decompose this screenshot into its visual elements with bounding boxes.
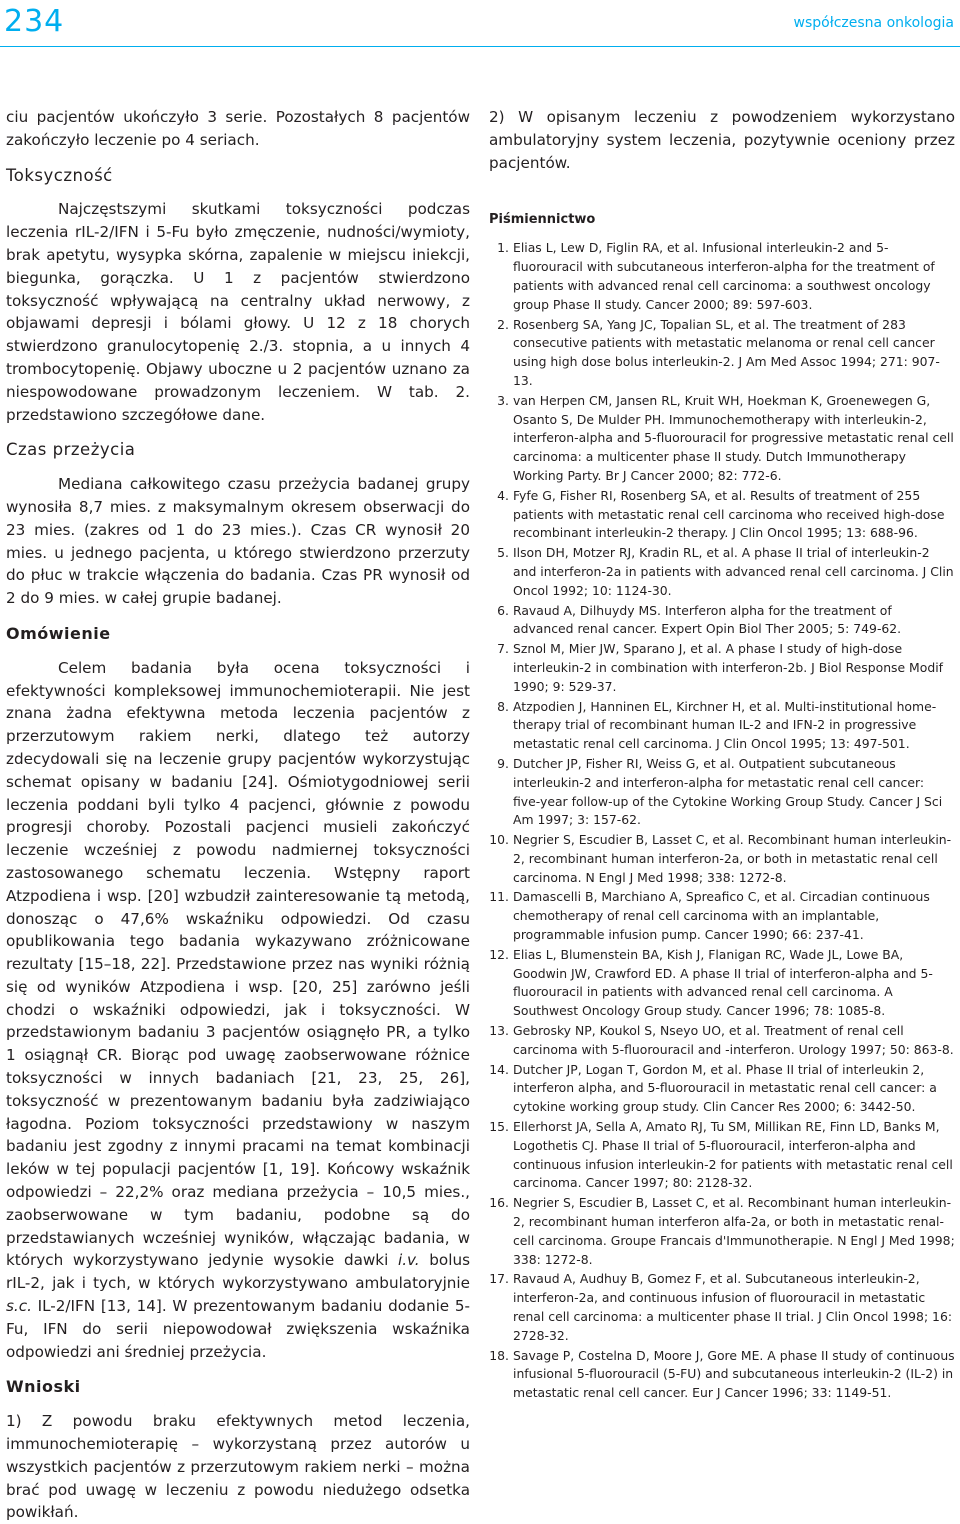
discussion-paragraph — [6, 657, 470, 1364]
reference-number: 15. — [489, 1119, 509, 1135]
reference-text: Negrier S, Escudier B, Lasset C, et al. Recombinant human interleukin-2, recombinant human interferon alfa-2a, or both in metastatic renal-cell carcinoma. Groupe Francais d'Immunotherapie. N Engl J Med 1998; 338: 1272-8. — [513, 1195, 955, 1267]
reference-item — [489, 640, 955, 696]
reference-item — [489, 698, 955, 754]
reference-number: 7. — [497, 641, 509, 657]
reference-number: 9. — [497, 755, 509, 771]
header-divider — [0, 46, 960, 47]
reference-number: 4. — [497, 487, 509, 503]
reference-text: Damascelli B, Marchiano A, Spreafico C, et al. Circadian continuous chemotherapy of renal cell carcinoma with an implantable, programmable infusion pump. Cancer 1990; 66: 237-41. — [513, 889, 930, 943]
reference-item — [489, 239, 955, 314]
reference-item — [489, 487, 955, 543]
reference-text: Fyfe G, Fisher RI, Rosenberg SA, et al. Results of treatment of 255 patients with metastatic renal cell carcinoma who received high-dose recombinant interleukin-2 therapy. J Clin Oncol 1995; 13: 688-96. — [513, 487, 945, 541]
reference-number: 1. — [497, 240, 509, 256]
reference-text: Rosenberg SA, Yang JC, Topalian SL, et al. The treatment of 283 consecutive patients with metastatic melanoma or renal cell cancer using high dose bolus interleukin-2. J Am Med Assoc 1994; 271: 907-13. — [513, 316, 940, 388]
reference-number: 17. — [489, 1271, 509, 1287]
discussion-iv: i.v. — [398, 1251, 420, 1270]
heading-conclusions: Wnioski — [6, 1377, 81, 1397]
discussion-text-mid: bolus rIL-2, jak i tych, w których wykorzystywano ambulatoryjnie — [6, 1251, 470, 1293]
reference-text: van Herpen CM, Jansen RL, Kruit WH, Hoekman K, Groenewegen G, Osanto S, De Mulder PH. Immunochemotherapy with interleukin-2, interferon-alpha and 5-fluorouracil for progressive metastatic renal cell carcinoma: a multicenter phase II study. Dutch Immunotherapy Working Party. Br J Cancer 2000; 82: 772-6. — [513, 392, 954, 483]
discussion-sc: s.c. — [6, 1297, 32, 1316]
reference-item — [489, 1194, 955, 1269]
heading-toxicity: Toksyczność — [6, 165, 113, 185]
conclusion-2: 2) W opisanym leczeniu z powodzeniem wykorzystano ambulatoryjny system leczenia, pozytywnie oceniony przez pacjentów. — [489, 108, 955, 172]
reference-item — [489, 1061, 955, 1117]
left-column — [6, 106, 470, 1524]
reference-text: Ravaud A, Dilhuydy MS. Interferon alpha for the treatment of advanced renal cancer. Expert Opin Biol Ther 2005; 5: 749-62. — [513, 602, 902, 637]
reference-item — [489, 602, 955, 640]
reference-number: 12. — [489, 946, 509, 962]
reference-text: Gebrosky NP, Koukol S, Nseyo UO, et al. Treatment of renal cell carcinoma with 5-fluorouracil and -interferon. Urology 1997; 50: 863-8. — [513, 1023, 954, 1057]
reference-number: 11. — [489, 889, 509, 905]
reference-text: Negrier S, Escudier B, Lasset C, et al. Recombinant human interleukin-2, recombinant human interferon-2a, or both in metastatic renal cell carcinoma. N Engl J Med 1998; 338: 1272-8. — [513, 832, 952, 885]
references-list — [489, 239, 955, 1403]
reference-number: 13. — [489, 1023, 509, 1039]
journal-title-part2: onkologia — [886, 15, 954, 31]
page-header — [0, 0, 960, 48]
reference-text: Sznol M, Mier JW, Sparano J, et al. A phase I study of high-dose interleukin-2 in combination with interferon-2b. J Biol Response Modif 1990; 9: 529-37. — [513, 641, 943, 694]
reference-item — [489, 1022, 955, 1060]
reference-number: 3. — [497, 392, 509, 408]
reference-number: 8. — [497, 698, 509, 714]
reference-number: 10. — [489, 832, 509, 848]
reference-text: Savage P, Costelna D, Moore J, Gore ME. A phase II study of continuous infusional 5-fluorouracil (5-FU) and subcutaneous interleukin-2 (IL-2) in metastatic renal cell cancer. Eur J Cancer 1996; 33: 1149-51. — [513, 1347, 955, 1401]
page-number: 234 — [4, 4, 65, 39]
reference-text: Dutcher JP, Logan T, Gordon M, et al. Phase II trial of interleukin 2, interferon alpha, and 5-fluorouracil in metastatic renal cell cancer: a cytokine working group study. Clin Cancer Res 2000; 6: 3442-50. — [513, 1061, 937, 1115]
reference-number: 5. — [497, 545, 509, 561]
reference-item — [489, 1118, 955, 1193]
reference-number: 6. — [497, 602, 509, 618]
reference-number: 18. — [489, 1347, 509, 1363]
reference-text: Ilson DH, Motzer RJ, Kradin RL, et al. A phase II trial of interleukin-2 and interferon-2a in patients with advanced renal cell carcinoma. J Clin Oncol 1992; 10: 1124-30. — [513, 545, 954, 598]
reference-item — [489, 1270, 955, 1345]
reference-item — [489, 392, 955, 486]
reference-item — [489, 888, 955, 944]
journal-title-part1: współczesna — [793, 15, 883, 31]
reference-item — [489, 755, 955, 830]
reference-item — [489, 544, 955, 600]
reference-text: Ravaud A, Audhuy B, Gomez F, et al. Subcutaneous interleukin-2, interferon-2a, and continuous infusion of fluorouracil in metastatic renal cell carcinoma: a multicenter phase II trial. J Clin Oncol 1998; 16: 2728-32. — [513, 1271, 952, 1343]
reference-number: 14. — [489, 1061, 509, 1077]
reference-text: Elias L, Blumenstein BA, Kish J, Flanigan RC, Wade JL, Lowe BA, Goodwin JW, Crawford ED. A phase II trial of interferon-alpha and 5-fluorouracil in patients with advanced renal cell carcinoma. A Southwest Oncology Group study. Cancer 1996; 78: 1085-8. — [513, 946, 933, 1019]
reference-item — [489, 831, 955, 887]
reference-number: 16. — [489, 1195, 509, 1211]
reference-item — [489, 1347, 955, 1403]
reference-text: Elias L, Lew D, Figlin RA, et al. Infusional interleukin-2 and 5-fluorouracil with subcutaneous interferon-alpha for the treatment of patients with advanced renal cell carcinoma: a southwest oncology group Phase II study. Cancer 2000; 89: 597-603. — [513, 240, 935, 312]
intro-paragraph: ciu pacjentów ukończyło 3 serie. Pozostałych 8 pacjentów zakończyło leczenie po 4 seriach. — [6, 108, 470, 149]
toxicity-paragraph: Najczęstszymi skutkami toksyczności podczas leczenia rIL-2/IFN i 5-Fu było zmęczenie, nudności/wymioty, brak apetytu, wysypka skórna, zapalenie w miejscu iniekcji, biegunka, gorączka. U 1 z pacjentów stwierdzono toksyczność wpływającą na centralny układ nerwowy, z objawami depresji i bólami głowy. U 12 z 18 chorych stwierdzono granulocytopenię 2./3. stopnia, a u innych 4 trombocytopenię. Objawy uboczne u 2 pacjentów uznano za niespowodowane prowadzonym leczeniem. W tab. 2. przedstawiono szczegółowe dane. — [6, 200, 470, 424]
survival-paragraph: Mediana całkowitego czasu przeżycia badanej grupy wynosiła 8,7 mies. z maksymalnym okresem obserwacji do 23 mies. (zakres od 1 do 23 mies.). Czas CR wynosił 20 mies. u jednego pacjenta, u którego stwierdzono przerzuty do płuc w trakcie włączenia do badania. Czas PR wynosił od 2 do 9 mies. w całej grupie badanej. — [6, 475, 470, 608]
conclusion-1: 1) Z powodu braku efektywnych metod leczenia, immunochemioterapię – wykorzystaną przez autorów u wszystkich pacjentów z przerzutowym rakiem nerki – można brać pod uwagę w leczeniu z powodu niedużego odsetka powikłań. — [6, 1412, 470, 1522]
right-column — [489, 106, 955, 1404]
reference-text: Atzpodien J, Hanninen EL, Kirchner H, et al. Multi-institutional home-therapy trial of recombinant human IL-2 and IFN-2 in progressive metastatic renal cell carcinoma. J Clin Oncol 1995; 13: 497-501. — [513, 698, 937, 752]
discussion-text-end: IL-2/IFN [13, 14]. W prezentowanym badaniu dodanie 5-Fu, IFN do serii niepowodował zwiększenia wskaźnika odpowiedzi ani średniej przeżycia. — [6, 1297, 470, 1361]
heading-survival: Czas przeżycia — [6, 440, 136, 460]
heading-discussion: Omówienie — [6, 623, 111, 643]
reference-item — [489, 316, 955, 391]
references-heading: Piśmiennictwo — [489, 212, 596, 228]
reference-text: Dutcher JP, Fisher RI, Weiss G, et al. Outpatient subcutaneous interleukin-2 and interferon-alpha for metastatic renal cell cancer: five-year follow-up of the Cytokine Working Group Study. Cancer J Sci Am 1997; 3: 157-62. — [513, 755, 943, 828]
reference-item — [489, 946, 955, 1021]
reference-text: Ellerhorst JA, Sella A, Amato RJ, Tu SM, Millikan RE, Finn LD, Banks M, Logothetis CJ. Phase II trial of 5-fluorouracil, interferon-alpha and continuous infusion interleukin-2 for patients with metastatic renal cell carcinoma. Cancer 1997; 80: 2128-32. — [513, 1119, 953, 1191]
reference-number: 2. — [497, 316, 509, 332]
discussion-text-start: Celem badania była ocena toksyczności i efektywności kompleksowej immunochemioterapii. Nie jest znana żadna efektywna metoda leczenia pacjentów z przerzutowym rakiem nerki, dlatego też autorzy zdecydowali się na leczenie grupy pacjentów wykorzystując schemat opisany w badaniu [24]. Ośmiotygodniowej serii leczenia poddani byli tylko 4 pacjenci, głównie z powodu progresji choroby. Pozostali pacjenci musieli zakończyć leczenie wcześniej z powodu nadmiernej toksyczności zastosowanego schematu leczenia. Wstępny raport Atzpodiena i wsp. [20] wzbudził zainteresowanie tą metodą, donosząc o 47,6% wskaźniku odpowiedzi. Od czasu opublikowania tego badania wykazywano zróżnicowane rezultaty [15–18, 22]. Przedstawione przez nas wyniki różnią się od wyników Atzpodiena i wsp. [20, 25] zarówno jeśli chodzi o wskaźniki odpowiedzi, jak i toksyczności. W przedstawionym badaniu 3 pacjentów osiągnęło PR, a tylko 1 osiągnął CR. Biorąc pod uwagę zaobserwowane różnice toksyczności w innych badaniach [21, 23, 25, 26], toksyczność w prezentowanym badaniu była zadziwiająco łagodna. Poziom toksyczności przedstawiony w naszym badaniu jest zgodny z innymi pracami na temat kombinacji leków w tej populacji pacjentów [1, 19]. Końcowy wskaźnik odpowiedzi – 22,2% oraz mediana przeżycia – 10,5 mies., zaobserwowane w tym badaniu, podobne są do przedstawianych wcześniej wyników, włączając badania, w których wykorzystywano jedynie wysokie dawki — [6, 658, 470, 1270]
journal-title — [794, 15, 954, 31]
